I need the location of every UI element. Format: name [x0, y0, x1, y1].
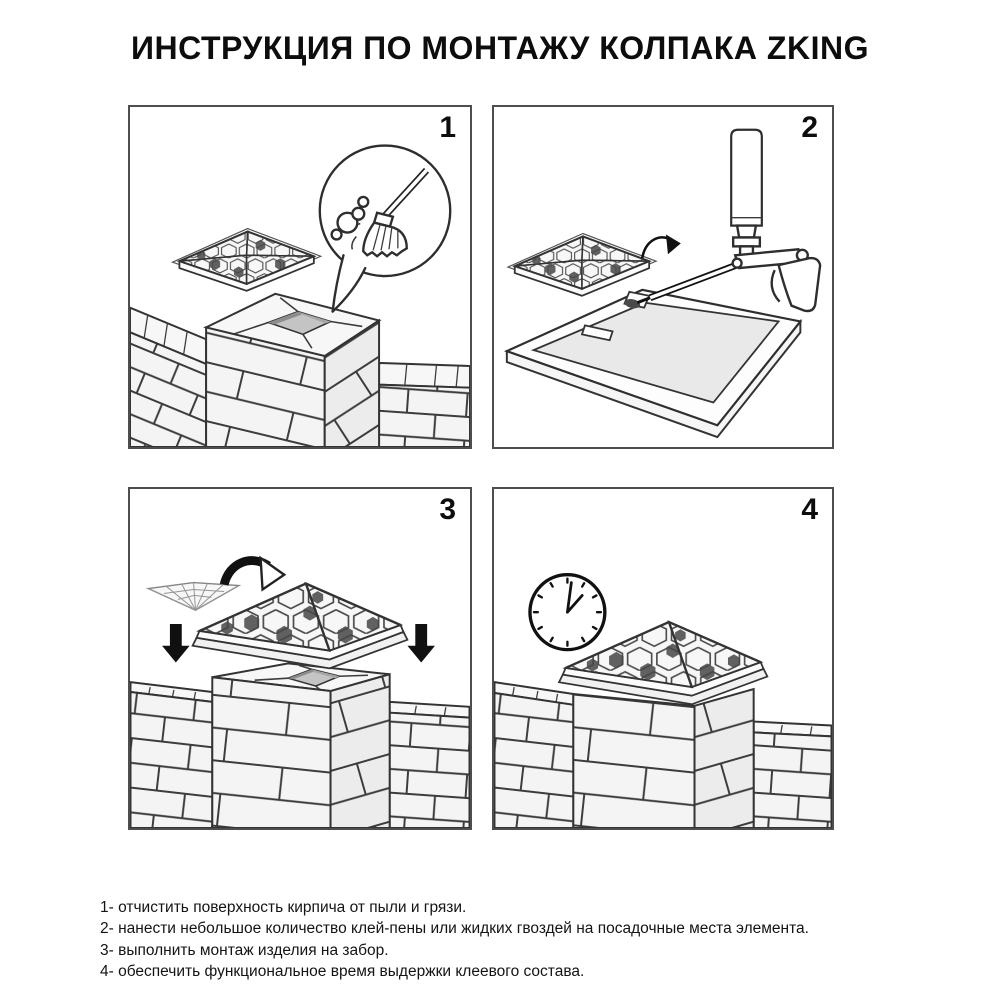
instruction-line-3: 3- выполнить монтаж изделия на забор.	[100, 941, 389, 959]
foam-gun-icon	[637, 130, 820, 311]
panel-number: 4	[801, 493, 818, 526]
gun-grip	[779, 258, 821, 311]
chimney-cap	[193, 584, 408, 669]
upside-down-cap	[148, 583, 239, 611]
instructions-list	[100, 897, 970, 983]
brick-pillar	[212, 663, 389, 828]
brick-wall-right	[379, 363, 470, 447]
panel-number: 1	[439, 111, 456, 144]
page-title: ИНСТРУКЦИЯ ПО МОНТАЖУ КОЛПАКА ZKING	[131, 30, 869, 66]
instruction-line-4: 4- обеспечить функциональное время выдержки клеевого состава.	[100, 963, 585, 981]
panel3-illustration	[130, 489, 470, 828]
instruction-line-2: 2- нанести небольшое количество клей-пены или жидких гвоздей на посадочные места элемента.	[100, 920, 809, 938]
gun-trigger	[772, 270, 780, 302]
panel4-illustration	[494, 489, 832, 828]
down-arrow-icon	[162, 624, 190, 662]
step-panel-1	[128, 105, 472, 449]
brick-wall-right	[754, 722, 832, 828]
chimney-cap	[173, 229, 321, 291]
brick-pillar	[206, 294, 379, 447]
panel-number: 3	[439, 493, 456, 526]
cap-underside-tray	[507, 290, 801, 437]
brick-pillar	[573, 689, 753, 828]
down-arrow-icon	[407, 624, 435, 662]
step-panel-3	[128, 487, 472, 830]
step-panel-2	[492, 105, 834, 449]
glue-canister-icon	[731, 130, 762, 257]
brick-wall-left	[494, 682, 573, 828]
brick-wall-right	[390, 702, 470, 828]
instruction-line-1: 1- отчистить поверхность кирпича от пыли и грязи.	[100, 899, 467, 916]
flip-arrow-icon	[642, 235, 681, 259]
panel1-illustration	[130, 107, 470, 447]
brick-wall-left	[131, 682, 213, 828]
clock-icon	[530, 575, 605, 650]
step-panel-4	[492, 487, 834, 830]
panel2-illustration	[494, 107, 832, 447]
brick-wall-left	[130, 308, 206, 447]
panel-number: 2	[801, 111, 818, 144]
chimney-cap	[508, 234, 656, 296]
